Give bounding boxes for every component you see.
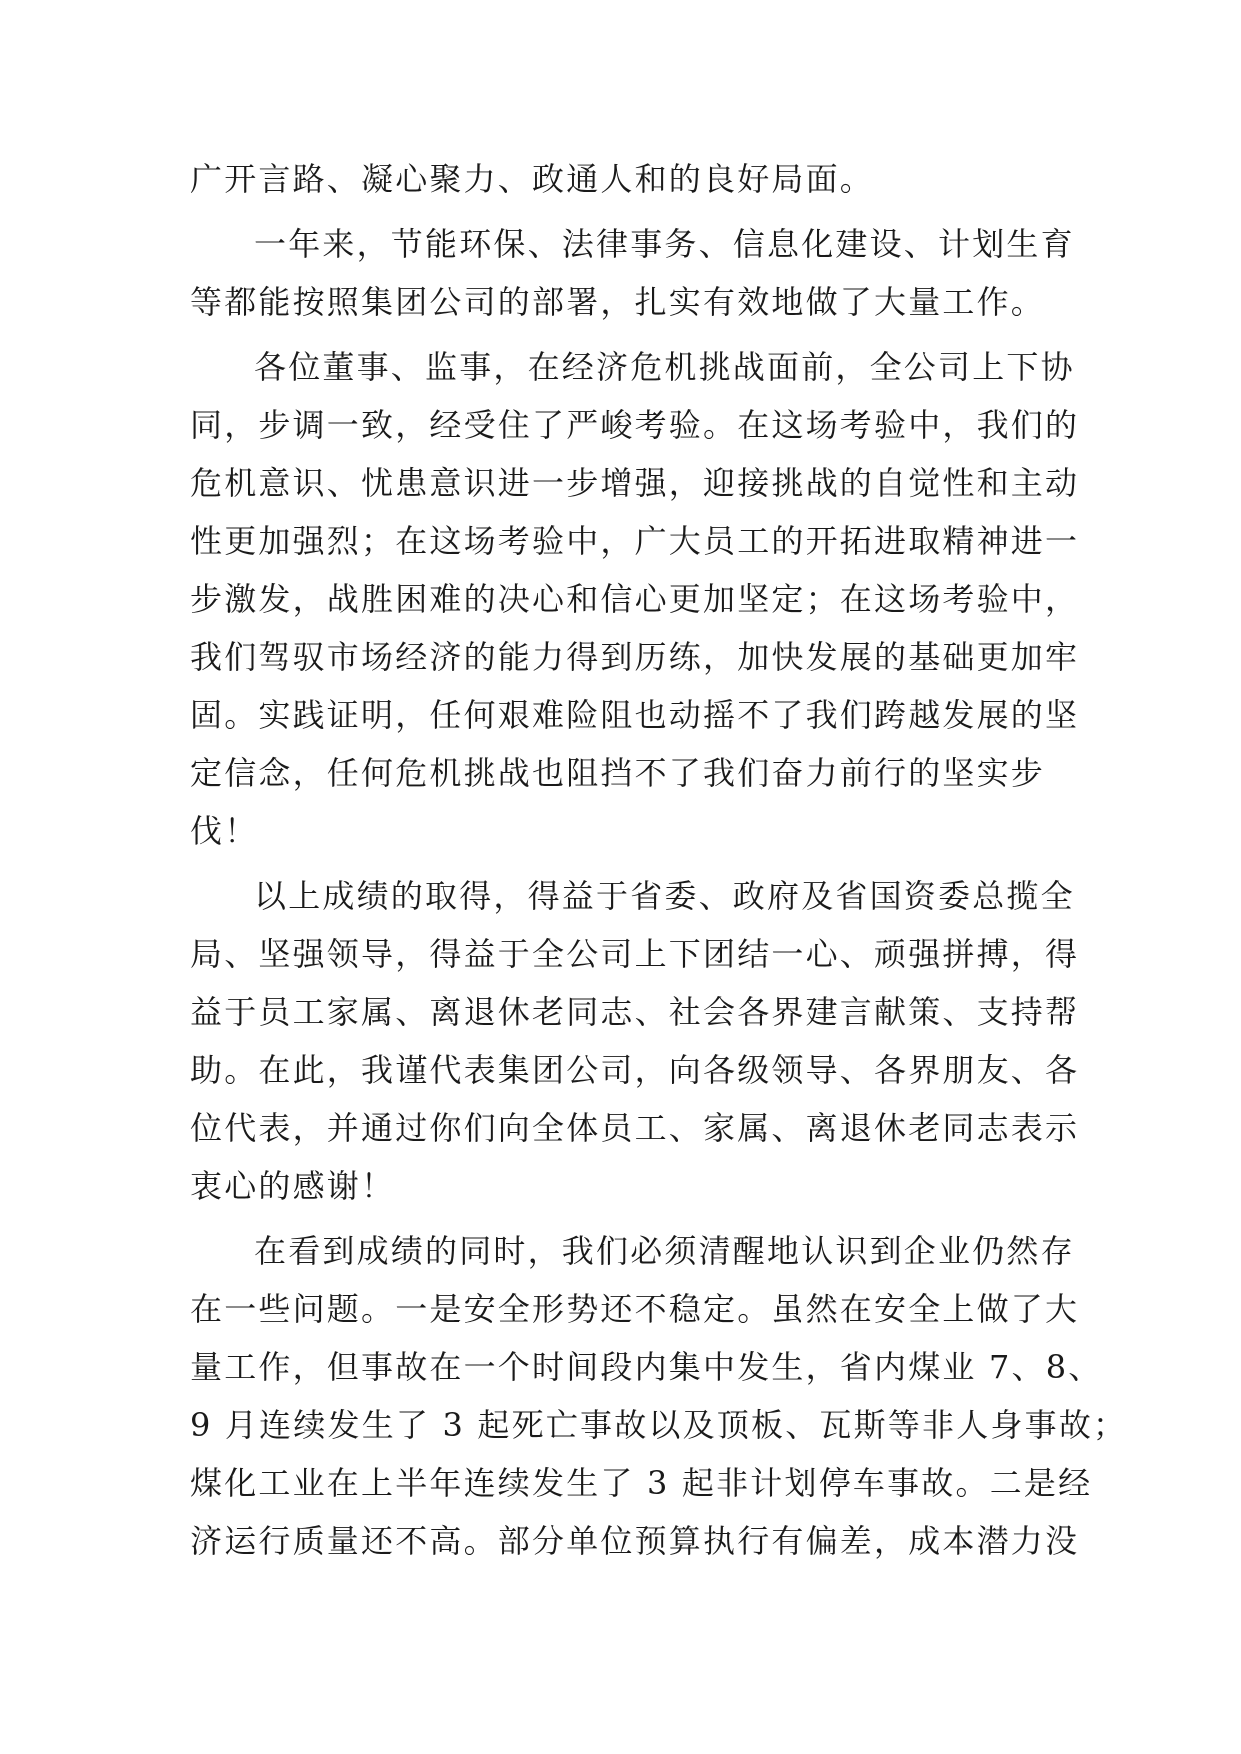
document-line: 各位董事、监事，在经济危机挑战面前，全公司上下协: [254, 348, 1075, 386]
document-line: 一年来，节能环保、法律事务、信息化建设、计划生育: [254, 225, 1075, 263]
document-line: 伐！: [190, 812, 259, 850]
document-line: 益于员工家属、离退休老同志、社会各界建言献策、支持帮: [190, 993, 1080, 1031]
document-line: 助。在此，我谨代表集团公司，向各级领导、各界朋友、各: [190, 1051, 1080, 1089]
document-line: 危机意识、忧患意识进一步增强，迎接挑战的自觉性和主动: [190, 464, 1080, 502]
document-line: 衷心的感谢！: [190, 1167, 396, 1205]
document-line: 济运行质量还不高。部分单位预算执行有偏差，成本潜力没: [190, 1522, 1080, 1560]
document-line: 以上成绩的取得，得益于省委、政府及省国资委总揽全: [254, 877, 1075, 915]
document-line: 煤化工业在上半年连续发生了 3 起非计划停车事故。二是经: [190, 1464, 1093, 1502]
document-line: 同，步调一致，经受住了严峻考验。在这场考验中，我们的: [190, 406, 1080, 444]
document-line: 定信念，任何危机挑战也阻挡不了我们奋力前行的坚实步: [190, 754, 1046, 792]
document-line: 广开言路、凝心聚力、政通人和的良好局面。: [190, 160, 875, 198]
document-line: 在看到成绩的同时，我们必须清醒地认识到企业仍然存: [254, 1232, 1075, 1270]
document-line: 等都能按照集团公司的部署，扎实有效地做了大量工作。: [190, 283, 1046, 321]
document-line: 量工作，但事故在一个时间段内集中发生，省内煤业 7、8、: [190, 1348, 1103, 1386]
document-line: 我们驾驭市场经济的能力得到历练，加快发展的基础更加牢: [190, 638, 1080, 676]
document-body: [190, 150, 1128, 1570]
document-line: 步激发，战胜困难的决心和信心更加坚定；在这场考验中，: [190, 580, 1080, 618]
document-line: 在一些问题。一是安全形势还不稳定。虽然在安全上做了大: [190, 1290, 1080, 1328]
document-line: 局、坚强领导，得益于全公司上下团结一心、顽强拼搏，得: [190, 935, 1080, 973]
document-line: 固。实践证明，任何艰难险阻也动摇不了我们跨越发展的坚: [190, 696, 1080, 734]
document-line: 性更加强烈；在这场考验中，广大员工的开拓进取精神进一: [190, 522, 1080, 560]
document-line: 9 月连续发生了 3 起死亡事故以及顶板、瓦斯等非人身事故；: [190, 1406, 1128, 1444]
document-line: 位代表，并通过你们向全体员工、家属、离退休老同志表示: [190, 1109, 1080, 1147]
